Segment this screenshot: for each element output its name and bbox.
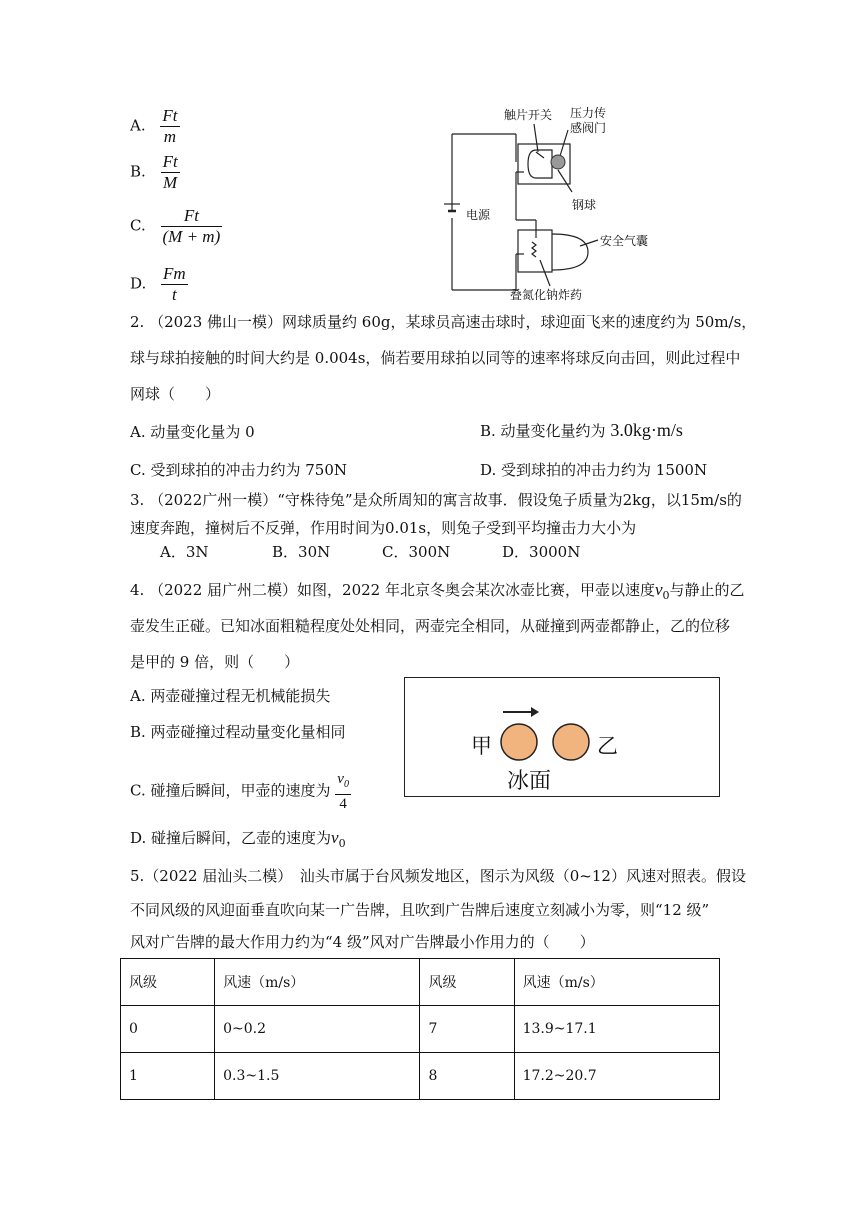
power-label: 电源 (466, 208, 491, 222)
table-cell: 0.3~1.5 (215, 1053, 420, 1100)
q4-option-a: A. 两壶碰撞过程无机械能损失 (130, 687, 331, 705)
q3-stem-line1: 3. （2022广州一模）“守株待兔”是众所周知的寓言故事．假设兔子质量为2kg，以15m/s的 (130, 491, 742, 509)
q4-option-d: D. 碰撞后瞬间，乙壶的速度为$v_0$ (130, 828, 346, 850)
q2-option-b-value: 3.0kg·m/s (610, 420, 683, 440)
q1-option-c: C. $\frac{Ft}{(M + m)}$ (130, 206, 221, 246)
q2-stem-line1: 2. （2023 佛山一模）网球质量约 60g，某球员高速击球时，球迎面飞来的速度约为 50m/s， (130, 313, 757, 331)
q2-stem-line2: 球与球拍接触的时间大约是 0.004s，倘若要用球拍以同等的速率将球反向击回，则此过程中 (130, 349, 741, 367)
q4-stem-line2: 壶发生正碰。已知冰面粗糙程度处处相同，两壶完全相同，从碰撞到两壶都静止，乙的位移 (130, 617, 731, 635)
table-cell: 17.2~20.7 (514, 1053, 719, 1100)
q5-stem-line2: 不同风级的风迎面垂直吹向某一广告牌，且吹到广告牌后速度立刻减小为零，则“12 级” (130, 901, 710, 919)
q3-option-d: D．3000N (502, 543, 581, 561)
explosive-label: 叠氮化钠炸药 (510, 288, 583, 302)
stone-yi (553, 724, 589, 760)
q3-option-c: C．300N (382, 543, 451, 561)
header-cell: 风速（m/s） (215, 959, 420, 1006)
ice-label: 冰面 (507, 769, 552, 794)
table-cell: 13.9~17.1 (514, 1006, 719, 1053)
wind-scale-table (120, 958, 720, 1100)
q1-option-c-fraction: $\frac{Ft}{(M + m)}$ (162, 206, 221, 246)
airbag-circuit-diagram (440, 100, 649, 305)
table-cell: 0~0.2 (215, 1006, 420, 1053)
stone-jia (501, 724, 537, 760)
q4-stem-line1: 4. （2022 届广州二模）如图，2022 年北京冬奥会某次冰壶比赛，甲壶以速度$v_0$与静止的乙 (130, 580, 745, 602)
table-row (121, 1006, 720, 1053)
airbag-label: 安全气囊 (600, 234, 649, 248)
table-row (121, 1053, 720, 1100)
table-cell: 1 (121, 1053, 215, 1100)
stone-jia-label: 甲 (471, 734, 492, 758)
q2-option-a: A. 动量变化量为 0 (130, 423, 255, 441)
header-cell: 风级 (121, 959, 215, 1006)
q1-option-a-fraction: $\frac{Ft}{m}$ (162, 106, 178, 146)
q4-option-c: C. 碰撞后瞬间，甲壶的速度为 $\frac{v_0}{4}$ (130, 771, 349, 812)
q3-stem-line2: 速度奔跑，撞树后不反弹，作用时间为0.01s，则兔子受到平均撞击力大小为 (130, 519, 637, 537)
q4-option-c-fraction: $\frac{v_0}{4}$ (337, 771, 349, 812)
steel-ball-mark (551, 155, 565, 169)
q2-stem-line3: 网球（ ） (130, 385, 221, 403)
q2-option-d: D. 受到球拍的冲击力约为 1500N (480, 461, 708, 479)
ball-label: 钢球 (572, 198, 597, 212)
stone-yi-label: 乙 (597, 734, 618, 758)
switch-label: 触片开关 (504, 108, 553, 122)
curling-drawing (405, 678, 719, 796)
q3-option-b: B．30N (272, 543, 331, 561)
circuit-drawing (440, 100, 640, 305)
table-cell: 0 (121, 1006, 215, 1053)
curling-figure (404, 677, 720, 797)
table-header-row (121, 959, 720, 1006)
q2-option-c: C. 受到球拍的冲击力约为 750N (130, 461, 348, 479)
q1-option-b: B. $\frac{Ft}{M}$ (130, 152, 178, 192)
q5-stem-line1: 5.（2022 届汕头二模） 汕头市属于台风频发地区，图示为风级（0~12）风速对照表。假设 (130, 867, 746, 885)
velocity-arrow-head (531, 707, 539, 717)
q2-option-b: B. 动量变化量约为 3.0kg·m/s (480, 420, 683, 440)
q1-option-d: D. $\frac{Fm}{t}$ (130, 264, 186, 304)
table-cell: 8 (420, 1053, 514, 1100)
valve-label-line2: 感阀门 (570, 121, 607, 135)
header-cell: 风速（m/s） (514, 959, 719, 1006)
table-cell: 7 (420, 1006, 514, 1053)
q4-option-b: B. 两壶碰撞过程动量变化量相同 (130, 723, 346, 741)
q4-stem-line3: 是甲的 9 倍，则（ ） (130, 653, 300, 671)
q1-option-a: A. $\frac{Ft}{m}$ (130, 106, 178, 146)
valve-label-line1: 压力传 (570, 106, 607, 120)
q5-stem-line3: 风对广告牌的最大作用力约为“4 级”风对广告牌最小作用力的（ ） (130, 933, 595, 951)
q1-option-b-fraction: $\frac{Ft}{M}$ (162, 152, 178, 192)
header-cell: 风级 (420, 959, 514, 1006)
q1-option-d-fraction: $\frac{Fm}{t}$ (163, 264, 186, 304)
q3-option-a: A．3N (160, 543, 209, 561)
